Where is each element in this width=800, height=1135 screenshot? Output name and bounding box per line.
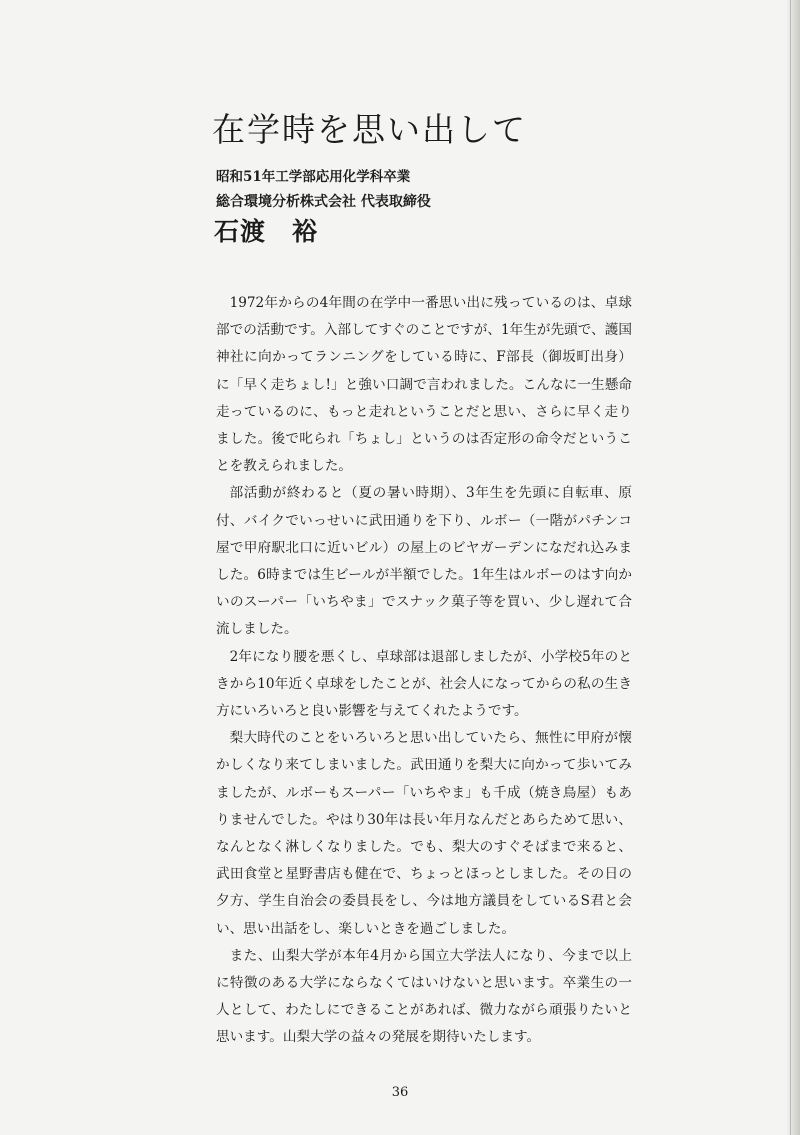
page-edge-shadow xyxy=(786,0,800,1135)
paragraph: 梨大時代のことをいろいろと思い出していたら、無性に甲府が懐かしくなり来てしまいました。武田通りを梨大に向かって歩いてみましたが、ルボーもスーパー「いちやま」も千成（焼き鳥屋）もありませんでした。やはり30年は長い年月なんだとあらためて思い、なんとなく淋しくなりました。でも、梨大のすぐそばまで来ると、武田食堂と星野書店も健在で、ちょっとほっとしました。その日の夕方、学生自治会の委員長をし、今は地方議員をしているS君と会い、思い出話をし、楽しいときを過ごしました。 xyxy=(216,730,632,937)
author-position: 総合環境分析株式会社 代表取締役 xyxy=(216,194,431,210)
article-body xyxy=(216,290,632,1052)
page-edge-line xyxy=(790,0,791,1135)
author-given-name: 裕 xyxy=(292,217,319,246)
paragraph: 部活動が終わると（夏の暑い時期）、3年生を先頭に自転車、原付、バイクでいっせいに武田通りを下り、ルボー（一階がパチンコ屋で甲府駅北口に近いビル）の屋上のビヤガーデンになだれ込みました。6時までは生ビールが半額でした。1年生はルボーのはす向かいのスーパー「いちやま」でスナック菓子等を買い、少し遅れて合流しました。 xyxy=(216,485,632,638)
author-name xyxy=(214,212,318,248)
paragraph: また、山梨大学が本年4月から国立大学法人になり、今まで以上に特徴のある大学にならなくてはいけないと思います。卒業生の一人として、わたしにできることがあれば、微力ながら頑張りたいと思います。山梨大学の益々の発展を期待いたします。 xyxy=(216,947,632,1046)
paragraph: 2年になり腰を悪くし、卓球部は退部しましたが、小学校5年のときから10年近く卓球をしたことが、社会人になってからの私の生き方にいろいろと良い影響を与えてくれたようです。 xyxy=(216,648,632,720)
author-family-name: 石渡 xyxy=(214,217,267,246)
page-title: 在学時を思い出して xyxy=(212,110,527,149)
page-number: 36 xyxy=(391,1085,409,1100)
author-graduation: 昭和51年工学部応用化学科卒業 xyxy=(216,169,411,185)
paragraph: 1972年からの4年間の在学中一番思い出に残っているのは、卓球部での活動です。入部してすぐのことですが、1年生が先頭で、護国神社に向かってランニングをしている時に、F部長（御坂町出身）に「早く走ちょし!」と強い口調で言われました。こんなに一生懸命走っているのに、もっと走れということだと思い、さらに早く走りました。後で叱られ「ちょし」というのは否定形の命令だということを教えられました。 xyxy=(216,295,632,475)
